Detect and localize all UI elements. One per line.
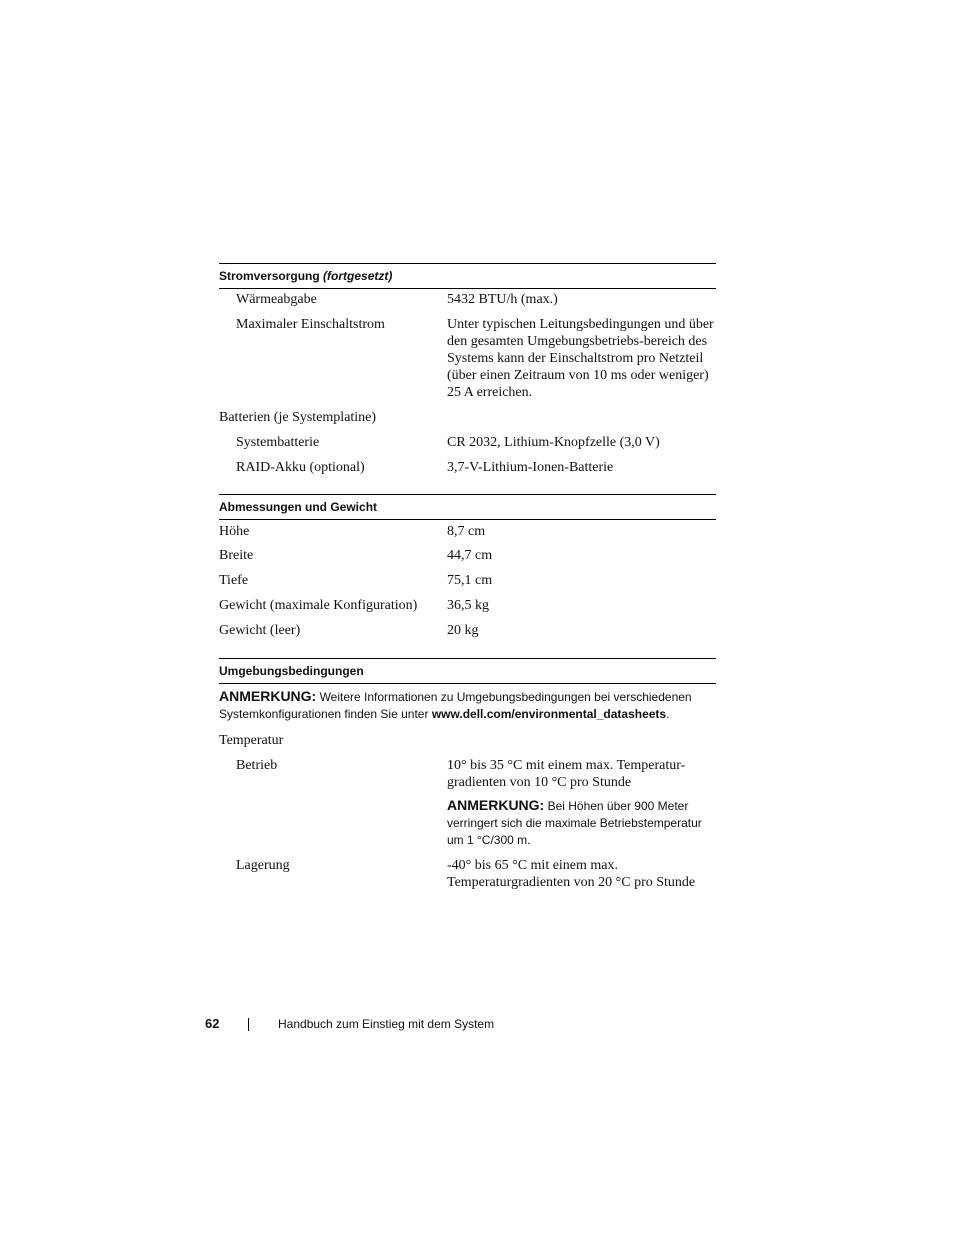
row-value: Unter typischen Leitungsbedingungen und über den gesamten Umgebungsbetriebs-bereich des Systems kann der Einschaltstrom pro Netzteil (über einen Zeitraum von 10 ms oder weniger) 25 A erreichen.	[447, 317, 714, 400]
row-value: 36,5 kg	[447, 598, 489, 613]
section-header-environment	[219, 658, 716, 684]
row-label: Betrieb	[236, 758, 278, 773]
page-number: 62	[205, 1016, 220, 1031]
operation-note	[447, 797, 716, 849]
table-row	[219, 291, 716, 316]
spec-table	[219, 263, 716, 897]
section-title: Abmessungen und Gewicht	[219, 500, 378, 514]
environment-note	[219, 688, 716, 732]
table-row	[219, 622, 716, 658]
table-row	[219, 732, 716, 757]
row-label: Systembatterie	[236, 435, 320, 450]
row-label: Tiefe	[219, 573, 249, 588]
row-label: Batterien (je Systemplatine)	[219, 410, 377, 425]
row-label: Höhe	[219, 524, 250, 539]
row-label: RAID-Akku (optional)	[236, 460, 365, 475]
table-row	[219, 757, 716, 857]
section-title-suffix: (fortgesetzt)	[323, 269, 393, 283]
row-value: 5432 BTU/h (max.)	[447, 292, 558, 307]
row-label: Maximaler Einschaltstrom	[236, 317, 385, 332]
row-value: 75,1 cm	[447, 573, 493, 588]
row-value: 20 kg	[447, 623, 479, 638]
row-value: 8,7 cm	[447, 524, 486, 539]
section-header-dimensions	[219, 494, 716, 520]
table-row	[219, 857, 716, 897]
footer-separator	[248, 1018, 249, 1031]
row-value: 44,7 cm	[447, 548, 493, 563]
table-row	[219, 572, 716, 597]
row-value: 3,7-V-Lithium-Ionen-Batterie	[447, 460, 614, 475]
note-end: .	[666, 707, 670, 721]
row-value: CR 2032, Lithium-Knopfzelle (3,0 V)	[447, 435, 660, 450]
row-value: 10° bis 35 °C mit einem max. Temperatur-gradienten von 10 °C pro Stunde	[447, 758, 686, 790]
table-row	[219, 409, 716, 434]
table-row	[219, 597, 716, 622]
datasheet-link[interactable]: www.dell.com/environmental_datasheets	[431, 707, 667, 721]
row-label: Breite	[219, 548, 254, 563]
row-value: -40° bis 65 °C mit einem max. Temperaturgradienten von 20 °C pro Stunde	[447, 858, 696, 890]
row-label: Temperatur	[219, 733, 284, 748]
note-text: Bei Höhen über 900 Meter verringert sich die maximale Betriebstemperatur um 1 °C/300 m.	[447, 799, 702, 847]
row-value	[447, 409, 716, 434]
table-row	[219, 547, 716, 572]
note-text: Weitere Informationen zu Umgebungsbedingungen bei verschiedenen Systemkonfigurationen finden Sie unter	[219, 690, 692, 721]
table-row	[219, 523, 716, 547]
row-label: Gewicht (maximale Konfiguration)	[219, 598, 418, 613]
footer-title: Handbuch zum Einstieg mit dem System	[278, 1017, 495, 1031]
note-label: ANMERKUNG:	[447, 797, 545, 813]
table-row	[219, 434, 716, 459]
note-label: ANMERKUNG:	[219, 688, 317, 704]
table-row	[219, 316, 716, 409]
row-label: Wärmeabgabe	[236, 292, 317, 307]
row-label: Gewicht (leer)	[219, 623, 301, 638]
section-title: Umgebungsbedingungen	[219, 664, 364, 678]
section-header-power	[219, 263, 716, 289]
section-title: Stromversorgung	[219, 269, 320, 283]
row-label: Lagerung	[236, 858, 290, 873]
table-row	[219, 459, 716, 494]
